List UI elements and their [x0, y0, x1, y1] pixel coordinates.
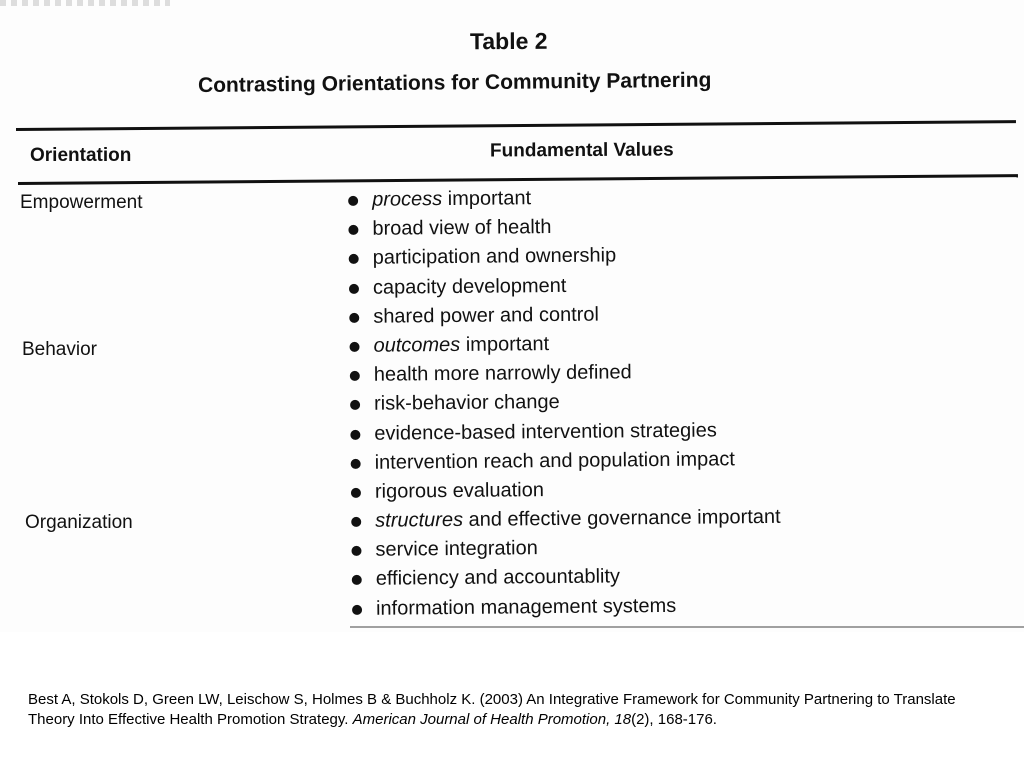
bottom-rule: [350, 626, 1024, 628]
value-item: [347, 240, 779, 273]
top-rule: [16, 120, 1016, 131]
table-title: Contrasting Orientations for Community Partnering: [197, 68, 712, 97]
value-item: [350, 561, 782, 594]
value-item: [350, 590, 782, 623]
value-emphasis: structures: [375, 508, 464, 532]
value-text: health more narrowly defined: [373, 361, 632, 386]
value-item: [347, 328, 779, 361]
bullet-icon: [350, 400, 360, 410]
value-text: important: [460, 332, 550, 356]
value-text: information management systems: [375, 594, 677, 620]
value-item: [348, 415, 780, 448]
table-label: Table 2: [469, 27, 548, 55]
value-item: [346, 211, 778, 244]
bullet-icon: [348, 196, 358, 206]
value-text: intervention reach and population impact: [374, 447, 735, 474]
citation-text: Best A, Stokols D, Green LW, Leischow S, Holmes B & Buchholz K. (2003) An Integrative Framework for Community Partnering to Translate Theory Into Effective Health Promotion Strategy.: [28, 691, 956, 728]
value-item: [349, 503, 781, 536]
value-item: [347, 269, 779, 302]
value-text: rigorous evaluation: [374, 478, 545, 503]
orientation-empowerment: Empowerment: [20, 192, 143, 213]
scan-artifact: [0, 0, 170, 6]
citation-journal: American Journal of Health Promotion, 18: [352, 711, 632, 728]
orientation-organization: Organization: [25, 512, 133, 533]
value-text: efficiency and accountablity: [375, 565, 621, 591]
value-text: risk-behavior change: [373, 391, 560, 416]
bullet-icon: [352, 575, 362, 585]
value-text: broad view of health: [372, 216, 552, 240]
bullet-icon: [349, 254, 359, 264]
header-fundamental-values: Fundamental Values: [489, 139, 674, 162]
citation: [28, 690, 1003, 730]
bullet-icon: [351, 488, 361, 498]
value-item: [348, 357, 780, 390]
value-item: [349, 532, 781, 565]
bullet-icon: [351, 546, 361, 556]
value-item: [349, 474, 781, 507]
orientation-behavior: Behavior: [22, 339, 97, 360]
bullet-icon: [349, 313, 359, 323]
value-text: evidence-based intervention strategies: [374, 418, 717, 445]
bullet-icon: [349, 342, 359, 352]
bullet-icon: [352, 604, 362, 614]
bullet-icon: [349, 283, 359, 293]
value-item: [347, 299, 779, 332]
value-text: and effective governance important: [462, 505, 781, 531]
header-orientation: Orientation: [30, 145, 132, 166]
bullet-icon: [351, 517, 361, 527]
value-item: [346, 182, 778, 215]
bullet-icon: [350, 371, 360, 381]
value-item: [348, 386, 780, 419]
value-item: [349, 445, 781, 478]
value-emphasis: process: [372, 188, 443, 211]
value-text: capacity development: [372, 274, 567, 299]
fundamental-values-list: [346, 182, 782, 624]
value-text: service integration: [375, 537, 538, 561]
value-emphasis: outcomes: [373, 333, 461, 357]
value-text: shared power and control: [373, 303, 600, 328]
value-text: important: [442, 187, 532, 211]
bullet-icon: [350, 429, 360, 439]
value-text: participation and ownership: [372, 244, 617, 270]
citation-tail: (2), 168-176.: [631, 711, 717, 728]
bullet-icon: [351, 459, 361, 469]
bullet-icon: [348, 225, 358, 235]
